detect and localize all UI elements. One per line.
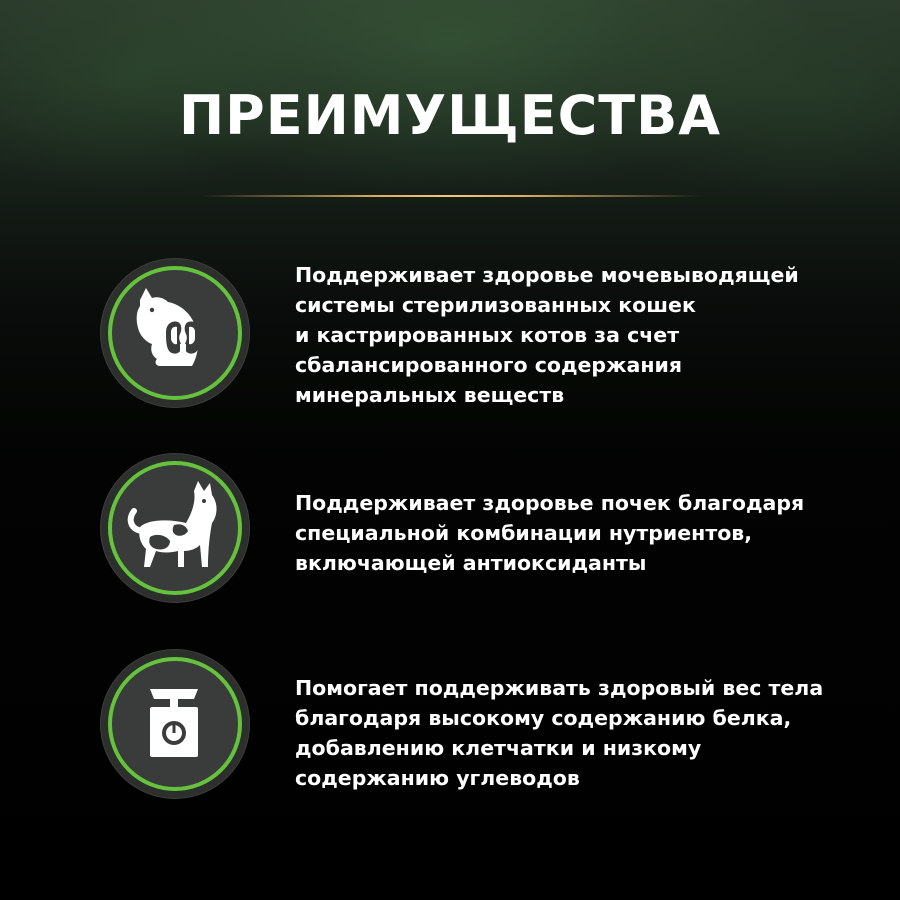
weight-scale-icon — [100, 649, 250, 799]
benefit-badge — [100, 453, 250, 603]
benefit-badge — [100, 649, 250, 799]
page-title: ПРЕИМУЩЕСТВА — [178, 84, 722, 147]
benefit-text: Поддерживает здоровье мочевыводящей системы стерилизованных кошек и кастрированных котов за счет сбалансированного содержания минеральных веществ — [295, 263, 799, 407]
benefit-badge — [100, 258, 250, 408]
benefit-text: Поддерживает здоровье почек благодаря специальной комбинации нутриентов, включающей антиоксиданты — [295, 491, 805, 575]
cat-standing-icon — [100, 453, 250, 603]
cat-kidney-icon — [100, 258, 250, 408]
benefit-text: Помогает поддерживать здоровый вес тела благодаря высокому содержанию белка, добавлению клетчатки и низкому содержанию углеводов — [295, 676, 824, 790]
title-divider — [200, 195, 700, 197]
